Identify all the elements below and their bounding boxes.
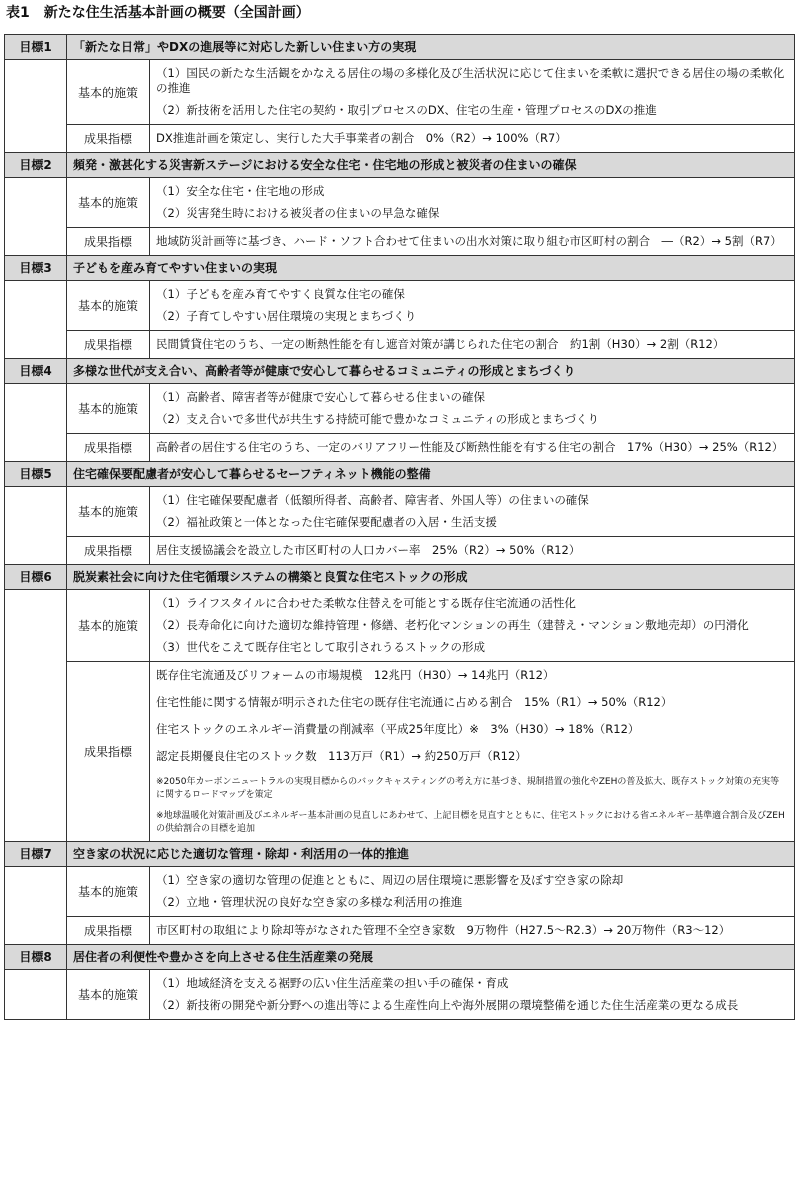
- goal-body: [5, 178, 794, 256]
- indicator-item: 高齢者の居住する住宅のうち、一定のバリアフリー性能及び断熱性能を有する住宅の割合 17%（H30）→ 25%（R12）: [156, 440, 784, 454]
- goal-id: 目標6: [5, 565, 67, 589]
- basic-measures-row: [67, 970, 794, 1019]
- indicator-item: DX推進計画を策定し、実行した大手事業者の割合 0%（R2）→ 100%（R7）: [156, 131, 567, 145]
- indicator-item: 住宅性能に関する情報が明示された住宅の既存住宅流通に占める割合 15%（R1）→ 50%（R12）: [156, 695, 673, 709]
- indicator-label: 成果指標: [67, 917, 150, 944]
- basic-measures-list: [150, 867, 794, 916]
- basic-measure-item: （2）子育てしやすい居住環境の実現とまちづくり: [156, 309, 417, 323]
- indicator-item: 地域防災計画等に基づき、ハード・ソフト合わせて住まいの出水対策に取り組む市区町村の割合 ―（R2）→ 5割（R7）: [156, 234, 782, 248]
- basic-measures-label: 基本的施策: [67, 60, 150, 124]
- indicator-list: [150, 228, 794, 255]
- indicator-row: [67, 661, 794, 841]
- indicator-row: [67, 227, 794, 255]
- goal-id: 目標1: [5, 35, 67, 59]
- basic-measures-list: [150, 60, 794, 124]
- indicator-list: [150, 662, 794, 841]
- indicator-row: [67, 916, 794, 944]
- indicator-list: [150, 434, 794, 461]
- basic-measure-item: （2）支え合いで多世代が共生する持続可能で豊かなコミュニティの形成とまちづくり: [156, 412, 600, 426]
- indicator-list: [150, 331, 794, 358]
- basic-measures-list: [150, 970, 794, 1019]
- goal-id: 目標2: [5, 153, 67, 177]
- basic-measure-item: （1）高齢者、障害者等が健康で安心して暮らせる住まいの確保: [156, 390, 485, 404]
- goal-id: 目標7: [5, 842, 67, 866]
- basic-measure-item: （2）災害発生時における被災者の住まいの早急な確保: [156, 206, 440, 220]
- basic-measures-label: 基本的施策: [67, 590, 150, 661]
- goal-title: 頻発・激甚化する災害新ステージにおける安全な住宅・住宅地の形成と被災者の住まいの確保: [73, 158, 577, 172]
- basic-measure-item: （1）空き家の適切な管理の促進とともに、周辺の居住環境に悪影響を及ぼす空き家の除却: [156, 873, 624, 887]
- basic-measures-row: [67, 487, 794, 536]
- indicator-item: 既存住宅流通及びリフォームの市場規模 12兆円（H30）→ 14兆円（R12）: [156, 668, 555, 682]
- indicator-list: [150, 125, 794, 152]
- goal-rows: [67, 384, 794, 461]
- basic-measures-label: 基本的施策: [67, 487, 150, 536]
- goal-body: [5, 867, 794, 945]
- goal-id: 目標5: [5, 462, 67, 486]
- indicator-label: 成果指標: [67, 434, 150, 461]
- basic-measure-item: （1）子どもを産み育てやすく良質な住宅の確保: [156, 287, 405, 301]
- goal-title: 「新たな日常」やDXの進展等に対応した新しい住まい方の実現: [73, 40, 417, 54]
- goal-rows: [67, 60, 794, 152]
- goal-header: [5, 945, 794, 970]
- goal-title: 子どもを産み育てやすい住まいの実現: [73, 261, 278, 275]
- indicator-item: 認定長期優良住宅のストック数 113万戸（R1）→ 約250万戸（R12）: [156, 749, 527, 763]
- goal-title: 住宅確保要配慮者が安心して暮らせるセーフティネット機能の整備: [73, 467, 431, 481]
- goal-header: [5, 565, 794, 590]
- basic-measures-list: [150, 178, 794, 227]
- goal-header: [5, 153, 794, 178]
- plan-table: [4, 34, 795, 1020]
- basic-measures-row: [67, 60, 794, 124]
- goal-header: [5, 256, 794, 281]
- basic-measure-item: （3）世代をこえて既存住宅として取引されうるストックの形成: [156, 640, 485, 654]
- indicator-item: 居住支援協議会を設立した市区町村の人口カバー率 25%（R2）→ 50%（R12）: [156, 543, 581, 557]
- basic-measures-row: [67, 178, 794, 227]
- basic-measure-item: （2）立地・管理状況の良好な空き家の多様な利活用の推進: [156, 895, 463, 909]
- basic-measures-row: [67, 281, 794, 330]
- indicator-row: [67, 330, 794, 358]
- basic-measures-label: 基本的施策: [67, 867, 150, 916]
- goal-spacer: [5, 178, 67, 255]
- basic-measures-list: [150, 384, 794, 433]
- indicator-list: [150, 537, 794, 564]
- goal-body: [5, 384, 794, 462]
- goal-rows: [67, 178, 794, 255]
- basic-measure-item: （1）安全な住宅・住宅地の形成: [156, 184, 325, 198]
- goal-spacer: [5, 590, 67, 841]
- basic-measure-item: （2）福祉政策と一体となった住宅確保要配慮者の入居・生活支援: [156, 515, 497, 529]
- basic-measures-label: 基本的施策: [67, 970, 150, 1019]
- goal-header: [5, 359, 794, 384]
- indicator-row: [67, 536, 794, 564]
- goal-body: [5, 590, 794, 842]
- indicator-item: 市区町村の取組により除却等がなされた管理不全空き家数 9万物件（H27.5～R2.3）→ 20万物件（R3～12）: [156, 923, 731, 937]
- page-title: 表1 新たな住生活基本計画の概要（全国計画）: [6, 5, 310, 21]
- goal-rows: [67, 487, 794, 564]
- goal-id: 目標8: [5, 945, 67, 969]
- goal-spacer: [5, 384, 67, 461]
- basic-measures-label: 基本的施策: [67, 384, 150, 433]
- basic-measures-label: 基本的施策: [67, 281, 150, 330]
- goal-rows: [67, 590, 794, 841]
- indicator-label: 成果指標: [67, 125, 150, 152]
- goal-body: [5, 487, 794, 565]
- basic-measure-item: （2）新技術の開発や新分野への進出等による生産性向上や海外展開の環境整備を通じた住生活産業の更なる成長: [156, 998, 739, 1012]
- goal-header: [5, 35, 794, 60]
- indicator-row: [67, 124, 794, 152]
- goal-body: [5, 970, 794, 1019]
- basic-measures-list: [150, 590, 794, 661]
- goal-id: 目標3: [5, 256, 67, 280]
- indicator-label: 成果指標: [67, 331, 150, 358]
- indicator-row: [67, 433, 794, 461]
- basic-measures-list: [150, 281, 794, 330]
- indicator-note: ※2050年カーボンニュートラルの実現目標からのバックキャスティングの考え方に基づき、規制措置の強化やZEHの普及拡大、既存ストック対策の充実等に関するロードマップを策定: [156, 777, 780, 800]
- goal-spacer: [5, 487, 67, 564]
- goal-title: 脱炭素社会に向けた住宅循環システムの構築と良質な住宅ストックの形成: [73, 570, 468, 584]
- basic-measures-list: [150, 487, 794, 536]
- basic-measures-row: [67, 867, 794, 916]
- goal-rows: [67, 281, 794, 358]
- basic-measure-item: （1）ライフスタイルに合わせた柔軟な住替えを可能とする既存住宅流通の活性化: [156, 596, 576, 610]
- goal-rows: [67, 970, 794, 1019]
- basic-measure-item: （1）地域経済を支える裾野の広い住生活産業の担い手の確保・育成: [156, 976, 509, 990]
- indicator-label: 成果指標: [67, 662, 150, 841]
- goal-spacer: [5, 60, 67, 152]
- goal-title: 多様な世代が支え合い、高齢者等が健康で安心して暮らせるコミュニティの形成とまちづくり: [73, 364, 576, 378]
- goal-spacer: [5, 970, 67, 1019]
- indicator-label: 成果指標: [67, 228, 150, 255]
- basic-measures-label: 基本的施策: [67, 178, 150, 227]
- goal-spacer: [5, 867, 67, 944]
- goal-header: [5, 462, 794, 487]
- indicator-list: [150, 917, 794, 944]
- goal-title: 居住者の利便性や豊かさを向上させる住生活産業の発展: [73, 950, 374, 964]
- goal-spacer: [5, 281, 67, 358]
- indicator-label: 成果指標: [67, 537, 150, 564]
- goal-body: [5, 60, 794, 153]
- goal-id: 目標4: [5, 359, 67, 383]
- indicator-note: ※地球温暖化対策計画及びエネルギー基本計画の見直しにあわせて、上記目標を見直すとともに、住宅ストックにおける省エネルギー基準適合割合及びZEHの供給割合の目標を追加: [156, 811, 785, 834]
- goal-title: 空き家の状況に応じた適切な管理・除却・利活用の一体的推進: [73, 847, 410, 861]
- basic-measure-item: （1）住宅確保要配慮者（低額所得者、高齢者、障害者、外国人等）の住まいの確保: [156, 493, 589, 507]
- basic-measures-row: [67, 590, 794, 661]
- goal-body: [5, 281, 794, 359]
- goal-rows: [67, 867, 794, 944]
- basic-measure-item: （1）国民の新たな生活観をかなえる居住の場の多様化及び生活状況に応じて住まいを柔軟に選択できる居住の場の柔軟化の推進: [156, 66, 785, 95]
- indicator-item: 民間賃貸住宅のうち、一定の断熱性能を有し遮音対策が講じられた住宅の割合 約1割（H30）→ 2割（R12）: [156, 337, 725, 351]
- basic-measures-row: [67, 384, 794, 433]
- basic-measure-item: （2）新技術を活用した住宅の契約・取引プロセスのDX、住宅の生産・管理プロセスのDXの推進: [156, 103, 657, 117]
- indicator-item: 住宅ストックのエネルギー消費量の削減率（平成25年度比）※ 3%（H30）→ 18%（R12）: [156, 722, 640, 736]
- goal-header: [5, 842, 794, 867]
- basic-measure-item: （2）長寿命化に向けた適切な維持管理・修繕、老朽化マンションの再生（建替え・マンション敷地売却）の円滑化: [156, 618, 749, 632]
